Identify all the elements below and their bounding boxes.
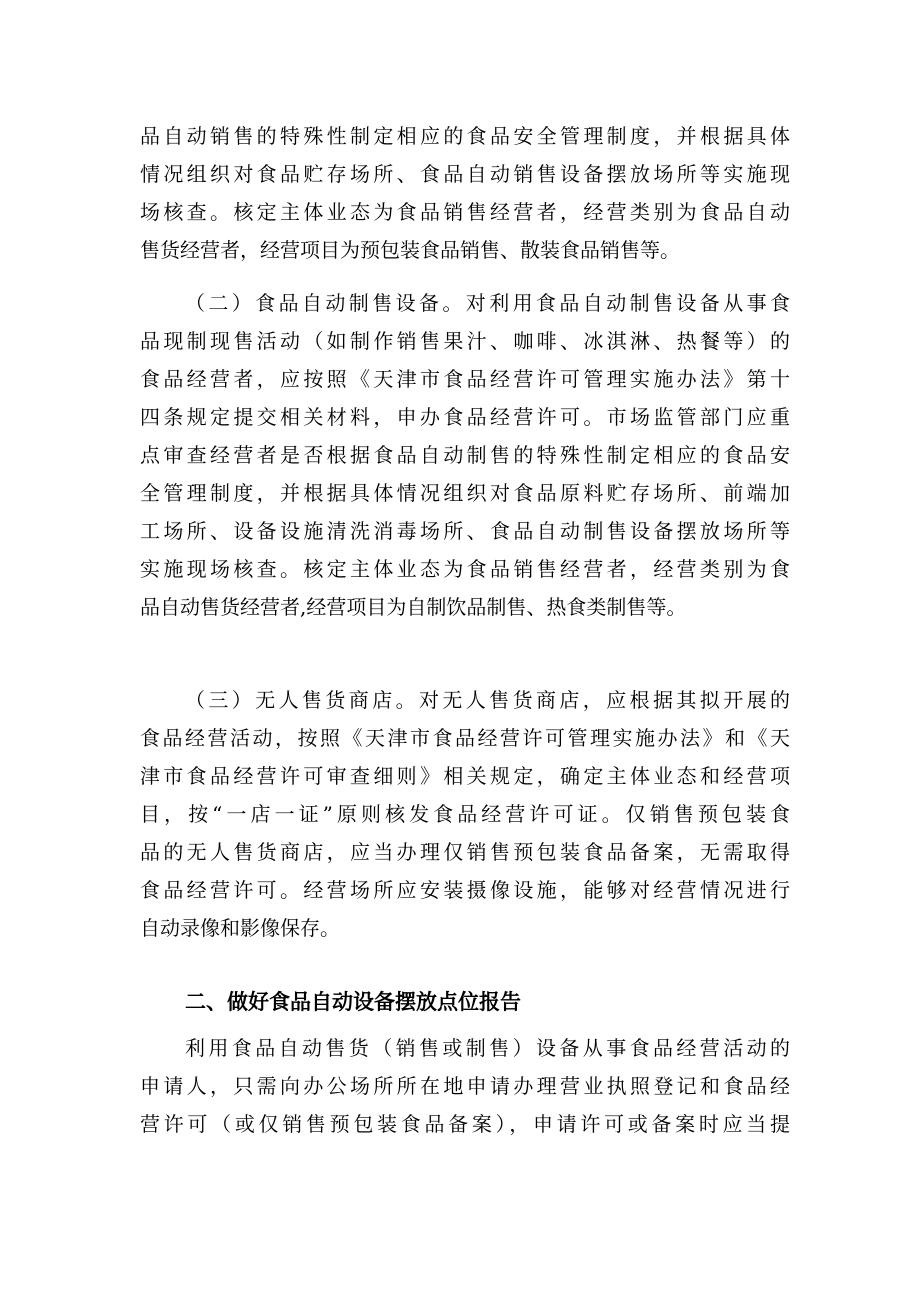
paragraph-line: 申请人，只需向办公场所所在地申请办理营业执照登记和食品经 [140, 1074, 790, 1098]
paragraph-line: 品自动售货经营者,经营项目为自制饮品制售、热食类制售等。 [140, 595, 687, 619]
paragraph-line: 营许可（或仅销售预包装食品备案），申请许可或备案时应当提 [140, 1112, 790, 1136]
paragraph-line: （三）无人售货商店。对无人售货商店，应根据其拟开展的 [185, 688, 790, 712]
paragraph-line: 食品经营许可。经营场所应安装摄像设施，能够对经营情况进行 [140, 878, 790, 902]
paragraph-line: 品现制现售活动（如制作销售果汁、咖啡、冰淇淋、热餐等）的 [140, 329, 790, 353]
section-heading: 二、做好食品自动设备摆放点位报告 [185, 990, 521, 1014]
paragraph-4 [140, 1029, 790, 1143]
paragraph-line: 品自动销售的特殊性制定相应的食品安全管理制度，并根据具体 [140, 124, 790, 148]
paragraph-line: 食品经营者，应按照《天津市食品经营许可管理实施办法》第十 [140, 367, 790, 391]
paragraph-line: 实施现场核查。核定主体业态为食品销售经营者，经营类别为食 [140, 557, 790, 581]
paragraph-line: 点审查经营者是否根据食品自动制售的特殊性制定相应的食品安 [140, 443, 790, 467]
paragraph-line: 自动录像和影像保存。 [140, 916, 340, 940]
paragraph-line: 场核查。核定主体业态为食品销售经营者，经营类别为食品自动 [140, 200, 790, 224]
paragraph-line: 津市食品经营许可审查细则》相关规定，确定主体业态和经营项 [140, 764, 790, 788]
paragraph-line: 全管理制度，并根据具体情况组织对食品原料贮存场所、前端加 [140, 481, 790, 505]
paragraph-line: 售货经营者，经营项目为预包装食品销售、散装食品销售等。 [140, 238, 680, 262]
paragraph-line: 工场所、设备设施清洗消毒场所、食品自动制售设备摆放场所等 [140, 519, 790, 543]
paragraph-3 [140, 681, 790, 947]
paragraph-2 [140, 284, 790, 626]
paragraph-line: 目，按“一店一证”原则核发食品经营许可证。仅销售预包装食 [140, 802, 790, 826]
paragraph-line: （二）食品自动制售设备。对利用食品自动制售设备从事食 [185, 291, 790, 315]
paragraph-line: 品的无人售货商店，应当办理仅销售预包装食品备案，无需取得 [140, 840, 790, 864]
paragraph-line: 利用食品自动售货（销售或制售）设备从事食品经营活动的 [185, 1036, 790, 1060]
paragraph-line: 食品经营活动，按照《天津市食品经营许可管理实施办法》和《天 [140, 726, 790, 750]
paragraph-line: 情况组织对食品贮存场所、食品自动销售设备摆放场所等实施现 [140, 162, 790, 186]
paragraph-1 [140, 117, 790, 269]
paragraph-line: 四条规定提交相关材料，申办食品经营许可。市场监管部门应重 [140, 405, 790, 429]
section-heading-block [140, 983, 790, 1021]
